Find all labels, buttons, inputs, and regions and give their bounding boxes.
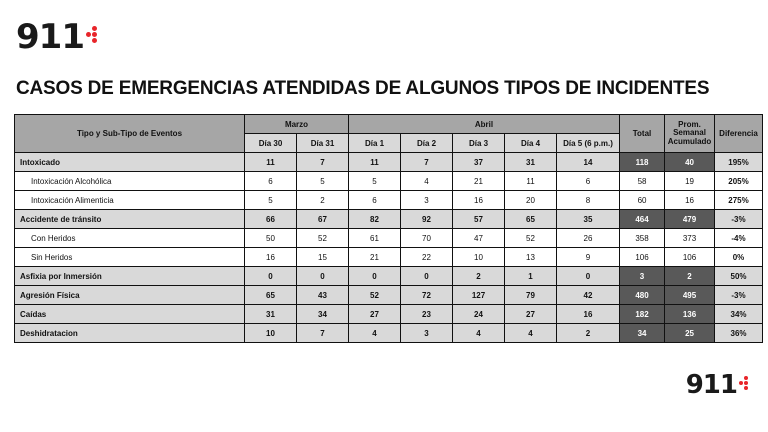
- logo-dots-icon: [86, 26, 97, 43]
- row-day-value: 6: [245, 172, 297, 191]
- row-day-value: 67: [297, 210, 349, 229]
- row-day-value: 2: [297, 191, 349, 210]
- row-day-value: 31: [505, 153, 557, 172]
- row-diferencia: 50%: [715, 267, 763, 286]
- table-row: [15, 324, 763, 343]
- row-total: 118: [620, 153, 665, 172]
- header-prom-line2: Semanal: [673, 128, 706, 138]
- row-day-value: 4: [401, 172, 453, 191]
- header-diferencia: Diferencia: [715, 115, 763, 153]
- row-day-value: 70: [401, 229, 453, 248]
- row-day-value: 2: [453, 267, 505, 286]
- row-day-value: 92: [401, 210, 453, 229]
- row-total: 464: [620, 210, 665, 229]
- row-day-value: 10: [245, 324, 297, 343]
- row-day-value: 4: [505, 324, 557, 343]
- row-day-value: 16: [453, 191, 505, 210]
- header-abril-dia-1: Día 1: [349, 134, 401, 153]
- row-day-value: 23: [401, 305, 453, 324]
- row-day-value: 5: [297, 172, 349, 191]
- row-label: Caídas: [15, 305, 245, 324]
- row-day-value: 15: [297, 248, 349, 267]
- row-diferencia: 195%: [715, 153, 763, 172]
- row-day-value: 16: [245, 248, 297, 267]
- row-day-value: 6: [557, 172, 620, 191]
- row-day-value: 10: [453, 248, 505, 267]
- row-total: 106: [620, 248, 665, 267]
- row-day-value: 21: [453, 172, 505, 191]
- row-day-value: 57: [453, 210, 505, 229]
- row-day-value: 52: [297, 229, 349, 248]
- table-head-row-1: [15, 115, 763, 134]
- row-day-value: 5: [349, 172, 401, 191]
- row-prom-semanal-acumulado: 106: [665, 248, 715, 267]
- row-day-value: 1: [505, 267, 557, 286]
- row-day-value: 11: [245, 153, 297, 172]
- header-abril-dia-5: Día 5 (6 p.m.): [557, 134, 620, 153]
- row-day-value: 34: [297, 305, 349, 324]
- logo-text: 911: [16, 17, 84, 57]
- row-day-value: 27: [505, 305, 557, 324]
- row-day-value: 72: [401, 286, 453, 305]
- row-label: Intoxicación Alcohólica: [15, 172, 245, 191]
- logo-header: [16, 17, 97, 57]
- row-day-value: 0: [401, 267, 453, 286]
- header-marzo-dia-31: Día 31: [297, 134, 349, 153]
- row-day-value: 20: [505, 191, 557, 210]
- row-day-value: 35: [557, 210, 620, 229]
- logo-dots-icon-footer: [739, 376, 748, 390]
- header-marzo-dia-30: Día 30: [245, 134, 297, 153]
- row-diferencia: -3%: [715, 210, 763, 229]
- row-day-value: 61: [349, 229, 401, 248]
- row-day-value: 27: [349, 305, 401, 324]
- row-day-value: 31: [245, 305, 297, 324]
- row-day-value: 79: [505, 286, 557, 305]
- row-day-value: 11: [505, 172, 557, 191]
- row-label: Sin Heridos: [15, 248, 245, 267]
- row-label: Agresión Física: [15, 286, 245, 305]
- table-row: [15, 286, 763, 305]
- row-day-value: 7: [297, 153, 349, 172]
- row-total: 480: [620, 286, 665, 305]
- row-diferencia: -4%: [715, 229, 763, 248]
- row-day-value: 52: [505, 229, 557, 248]
- row-day-value: 47: [453, 229, 505, 248]
- table-row: [15, 153, 763, 172]
- row-day-value: 3: [401, 191, 453, 210]
- row-prom-semanal-acumulado: 2: [665, 267, 715, 286]
- header-events: Tipo y Sub-Tipo de Eventos: [15, 115, 245, 153]
- row-label: Deshidratacion: [15, 324, 245, 343]
- row-day-value: 16: [557, 305, 620, 324]
- row-day-value: 0: [557, 267, 620, 286]
- header-abril-dia-2: Día 2: [401, 134, 453, 153]
- row-day-value: 0: [349, 267, 401, 286]
- row-day-value: 4: [349, 324, 401, 343]
- row-day-value: 127: [453, 286, 505, 305]
- row-day-value: 3: [401, 324, 453, 343]
- row-day-value: 65: [505, 210, 557, 229]
- row-prom-semanal-acumulado: 495: [665, 286, 715, 305]
- row-day-value: 22: [401, 248, 453, 267]
- row-day-value: 21: [349, 248, 401, 267]
- row-prom-semanal-acumulado: 16: [665, 191, 715, 210]
- row-prom-semanal-acumulado: 19: [665, 172, 715, 191]
- row-label: Asfixia por Inmersión: [15, 267, 245, 286]
- table-row: [15, 267, 763, 286]
- row-day-value: 6: [349, 191, 401, 210]
- table-row: [15, 172, 763, 191]
- logo-text-footer: 911: [685, 370, 737, 400]
- row-day-value: 8: [557, 191, 620, 210]
- row-label: Con Heridos: [15, 229, 245, 248]
- table-row: [15, 210, 763, 229]
- table-row: [15, 191, 763, 210]
- row-diferencia: 275%: [715, 191, 763, 210]
- row-day-value: 42: [557, 286, 620, 305]
- row-label: Intoxicado: [15, 153, 245, 172]
- row-day-value: 7: [297, 324, 349, 343]
- header-abril-dia-4: Día 4: [505, 134, 557, 153]
- row-total: 358: [620, 229, 665, 248]
- row-total: 60: [620, 191, 665, 210]
- row-diferencia: 36%: [715, 324, 763, 343]
- row-day-value: 5: [245, 191, 297, 210]
- header-prom-line1: Prom.: [678, 119, 701, 129]
- row-total: 3: [620, 267, 665, 286]
- row-prom-semanal-acumulado: 373: [665, 229, 715, 248]
- row-day-value: 11: [349, 153, 401, 172]
- row-total: 58: [620, 172, 665, 191]
- table-body: [15, 153, 763, 343]
- row-day-value: 4: [453, 324, 505, 343]
- row-day-value: 14: [557, 153, 620, 172]
- row-prom-semanal-acumulado: 25: [665, 324, 715, 343]
- table-head: [15, 115, 763, 153]
- page-title: CASOS DE EMERGENCIAS ATENDIDAS DE ALGUNOS TIPOS DE INCIDENTES: [16, 78, 710, 99]
- incidents-table-wrapper: [14, 114, 758, 343]
- row-day-value: 43: [297, 286, 349, 305]
- row-total: 182: [620, 305, 665, 324]
- row-day-value: 66: [245, 210, 297, 229]
- header-total: Total: [620, 115, 665, 153]
- header-prom-semanal-acumulado: [665, 115, 715, 153]
- row-day-value: 9: [557, 248, 620, 267]
- row-day-value: 65: [245, 286, 297, 305]
- row-prom-semanal-acumulado: 136: [665, 305, 715, 324]
- row-diferencia: 205%: [715, 172, 763, 191]
- row-total: 34: [620, 324, 665, 343]
- header-group-marzo: Marzo: [245, 115, 349, 134]
- incidents-table: [14, 114, 763, 343]
- row-day-value: 37: [453, 153, 505, 172]
- header-group-abril: Abril: [349, 115, 620, 134]
- row-label: Accidente de tránsito: [15, 210, 245, 229]
- row-label: Intoxicación Alimenticia: [15, 191, 245, 210]
- row-day-value: 26: [557, 229, 620, 248]
- row-day-value: 13: [505, 248, 557, 267]
- row-diferencia: -3%: [715, 286, 763, 305]
- row-diferencia: 34%: [715, 305, 763, 324]
- header-prom-line3: Acumulado: [667, 136, 712, 146]
- row-day-value: 2: [557, 324, 620, 343]
- table-row: [15, 229, 763, 248]
- table-row: [15, 248, 763, 267]
- row-day-value: 0: [297, 267, 349, 286]
- row-day-value: 50: [245, 229, 297, 248]
- row-day-value: 7: [401, 153, 453, 172]
- table-row: [15, 305, 763, 324]
- row-day-value: 0: [245, 267, 297, 286]
- header-abril-dia-3: Día 3: [453, 134, 505, 153]
- logo-footer: [686, 372, 748, 398]
- row-prom-semanal-acumulado: 479: [665, 210, 715, 229]
- row-day-value: 24: [453, 305, 505, 324]
- row-day-value: 82: [349, 210, 401, 229]
- row-prom-semanal-acumulado: 40: [665, 153, 715, 172]
- row-diferencia: 0%: [715, 248, 763, 267]
- row-day-value: 52: [349, 286, 401, 305]
